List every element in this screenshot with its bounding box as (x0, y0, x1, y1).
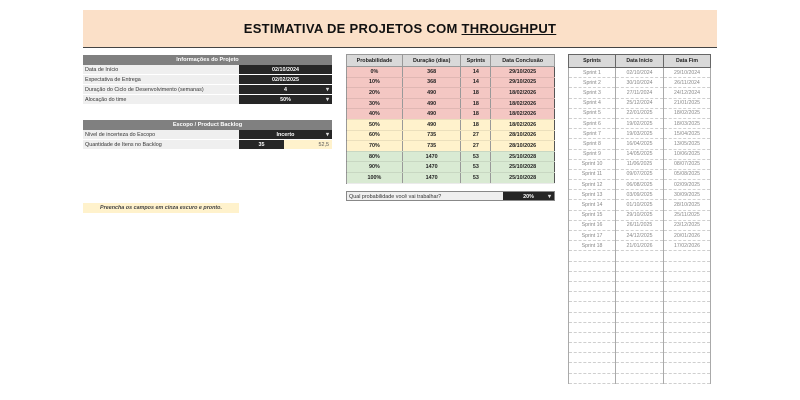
table-row (569, 200, 711, 210)
cell-days: 490 (402, 119, 461, 130)
cell-date: 29/10/2025 (491, 67, 555, 78)
table-cell (616, 302, 664, 312)
column-header: Data Início (616, 55, 664, 68)
question-label: Qual probabilidade você vai trabalhar? (347, 192, 503, 200)
table-row (569, 210, 711, 220)
cell-sprints: 18 (461, 109, 491, 120)
table-cell: 22/01/2025 (616, 108, 664, 118)
probability-table (346, 54, 555, 184)
cell-date: 18/02/2026 (491, 119, 555, 130)
page-title (244, 21, 557, 36)
backlog-values (239, 140, 332, 149)
table-cell: 11/06/2025 (616, 159, 664, 169)
table-row (569, 88, 711, 98)
table-cell: Sprint 11 (569, 169, 616, 179)
scope-title: Escopo / Product Backlog (83, 120, 332, 130)
table-row (569, 220, 711, 230)
table-cell (569, 363, 616, 373)
table-cell: 25/12/2024 (616, 98, 664, 108)
table-cell (616, 281, 664, 291)
cell-prob: 100% (347, 172, 403, 183)
table-row (347, 119, 555, 130)
table-cell (664, 302, 711, 312)
backlog-row (83, 140, 332, 150)
cell-sprints: 14 (461, 67, 491, 78)
table-cell (664, 343, 711, 353)
cell-sprints: 53 (461, 162, 491, 173)
table-row (569, 129, 711, 139)
field-label: Expectativa de Entrega (83, 75, 239, 84)
table-cell: Sprint 10 (569, 159, 616, 169)
table-cell: 30/09/2025 (664, 190, 711, 200)
table-cell: 19/02/2025 (616, 118, 664, 128)
table-row (569, 261, 711, 271)
table-cell: 02/09/2025 (664, 180, 711, 190)
table-cell (569, 353, 616, 363)
uncertainty-label: Nível de incerteza do Escopo (83, 130, 239, 139)
cell-prob: 80% (347, 151, 403, 162)
cell-days: 490 (402, 88, 461, 99)
probability-select[interactable]: 20% ▾ (503, 192, 554, 200)
cell-days: 1470 (402, 162, 461, 173)
table-cell (664, 281, 711, 291)
table-cell: 21/01/2026 (616, 241, 664, 251)
table-cell (664, 261, 711, 271)
project-field-row (83, 95, 332, 105)
table-cell: 16/04/2025 (616, 139, 664, 149)
table-cell: Sprint 6 (569, 118, 616, 128)
table-row (569, 292, 711, 302)
project-field-row (83, 75, 332, 85)
cell-sprints: 53 (461, 151, 491, 162)
table-cell (569, 271, 616, 281)
table-row (569, 271, 711, 281)
column-header: Sprints (569, 55, 616, 68)
table-cell (616, 353, 664, 363)
table-cell: 26/11/2025 (616, 220, 664, 230)
table-cell: 19/03/2025 (616, 129, 664, 139)
table-row (569, 312, 711, 322)
table-cell: 10/06/2025 (664, 149, 711, 159)
field-input[interactable]: 02/10/2024 (239, 65, 332, 74)
cell-days: 735 (402, 141, 461, 152)
table-cell: 03/09/2025 (616, 190, 664, 200)
column-header: Data Conclusão (491, 55, 555, 67)
table-row (347, 141, 555, 152)
cell-prob: 50% (347, 119, 403, 130)
cell-date: 18/02/2026 (491, 98, 555, 109)
table-row (347, 88, 555, 99)
table-row (569, 281, 711, 291)
backlog-label: Quantidade de Itens no Backlog (83, 140, 239, 149)
table-cell (616, 343, 664, 353)
table-cell: Sprint 17 (569, 231, 616, 241)
field-label: Data de Início (83, 65, 239, 74)
table-row (569, 353, 711, 363)
title-emphasis: THROUGHPUT (461, 21, 557, 36)
table-cell: Sprint 16 (569, 220, 616, 230)
cell-days: 368 (402, 77, 461, 88)
table-row (569, 343, 711, 353)
column-header: Duração (dias) (402, 55, 461, 67)
table-cell (616, 322, 664, 332)
table-cell: 18/02/2025 (664, 108, 711, 118)
table-row (347, 98, 555, 109)
table-cell: Sprint 7 (569, 129, 616, 139)
table-cell (569, 343, 616, 353)
sprints-table (568, 54, 711, 384)
table-cell (664, 312, 711, 322)
probability-question (346, 191, 555, 201)
table-cell: 02/10/2024 (616, 68, 664, 78)
table-cell: 21/01/2025 (664, 98, 711, 108)
backlog-computed: 52,5 (284, 140, 332, 149)
table-cell: Sprint 18 (569, 241, 616, 251)
table-cell: 27/11/2024 (616, 88, 664, 98)
table-row (347, 77, 555, 88)
table-row (569, 108, 711, 118)
uncertainty-row (83, 130, 332, 140)
table-cell (569, 261, 616, 271)
table-cell (569, 302, 616, 312)
table-row (569, 332, 711, 342)
table-row (569, 169, 711, 179)
uncertainty-select[interactable]: Incerto ▾ (239, 130, 332, 139)
cell-date: 25/10/2028 (491, 172, 555, 183)
table-cell (616, 373, 664, 383)
table-cell: Sprint 15 (569, 210, 616, 220)
table-cell: Sprint 14 (569, 200, 616, 210)
table-row (347, 162, 555, 173)
table-cell (616, 363, 664, 373)
table-cell: 24/12/2024 (664, 88, 711, 98)
table-cell: 15/04/2025 (664, 129, 711, 139)
table-cell (569, 251, 616, 261)
table-cell: Sprint 1 (569, 68, 616, 78)
page-header (83, 10, 717, 48)
table-row (347, 151, 555, 162)
instruction-note: Preencha os campos em cinza escuro e pronto. (83, 203, 239, 213)
table-row (569, 68, 711, 78)
table-cell: 08/07/2025 (664, 159, 711, 169)
table-cell: Sprint 4 (569, 98, 616, 108)
table-cell: Sprint 5 (569, 108, 616, 118)
table-cell: Sprint 12 (569, 180, 616, 190)
table-row (569, 78, 711, 88)
cell-prob: 10% (347, 77, 403, 88)
table-cell: Sprint 9 (569, 149, 616, 159)
cell-days: 735 (402, 130, 461, 141)
table-row (569, 241, 711, 251)
cell-prob: 20% (347, 88, 403, 99)
table-cell (616, 251, 664, 261)
table-cell: 20/01/2026 (664, 231, 711, 241)
table-cell: 01/10/2025 (616, 200, 664, 210)
field-input[interactable]: 50% ▾ (239, 95, 332, 104)
table-cell (569, 292, 616, 302)
table-cell (569, 322, 616, 332)
project-info-panel (83, 55, 332, 105)
table-cell: 25/11/2025 (664, 210, 711, 220)
cell-prob: 30% (347, 98, 403, 109)
table-cell (664, 251, 711, 261)
column-header: Data Fim (664, 55, 711, 68)
table-cell: 05/08/2025 (664, 169, 711, 179)
cell-days: 1470 (402, 151, 461, 162)
cell-prob: 60% (347, 130, 403, 141)
table-cell: 30/10/2024 (616, 78, 664, 88)
table-cell (569, 312, 616, 322)
table-cell: Sprint 2 (569, 78, 616, 88)
project-field-row (83, 85, 332, 95)
column-header: Probabilidade (347, 55, 403, 67)
table-cell: 26/11/2024 (664, 78, 711, 88)
table-cell: 28/10/2025 (664, 200, 711, 210)
table-cell (664, 373, 711, 383)
field-input[interactable]: 02/02/2025 (239, 75, 332, 84)
cell-sprints: 14 (461, 77, 491, 88)
cell-prob: 90% (347, 162, 403, 173)
cell-prob: 70% (347, 141, 403, 152)
table-cell: 13/05/2025 (664, 139, 711, 149)
table-cell (569, 332, 616, 342)
cell-sprints: 27 (461, 141, 491, 152)
table-row (569, 98, 711, 108)
cell-date: 29/10/2025 (491, 77, 555, 88)
table-row (569, 231, 711, 241)
table-cell (569, 373, 616, 383)
table-row (569, 322, 711, 332)
cell-prob: 0% (347, 67, 403, 78)
table-cell: 23/12/2025 (664, 220, 711, 230)
table-row (347, 109, 555, 120)
scope-panel (83, 120, 332, 150)
table-cell (616, 292, 664, 302)
cell-date: 25/10/2028 (491, 151, 555, 162)
cell-sprints: 18 (461, 88, 491, 99)
project-info-title: Informações do Projeto (83, 55, 332, 65)
table-cell (664, 271, 711, 281)
table-row (569, 118, 711, 128)
table-row (569, 302, 711, 312)
table-cell: 29/10/2025 (616, 210, 664, 220)
cell-date: 25/10/2028 (491, 162, 555, 173)
field-label: Alocação do time (83, 95, 239, 104)
column-header: Sprints (461, 55, 491, 67)
table-cell: Sprint 3 (569, 88, 616, 98)
table-cell (616, 271, 664, 281)
backlog-input[interactable]: 35 (239, 140, 284, 149)
cell-days: 368 (402, 67, 461, 78)
table-cell: Sprint 8 (569, 139, 616, 149)
table-cell: 17/02/2026 (664, 241, 711, 251)
table-cell (569, 281, 616, 291)
table-cell: 14/05/2025 (616, 149, 664, 159)
cell-prob: 40% (347, 109, 403, 120)
table-row (569, 180, 711, 190)
table-row (569, 373, 711, 383)
table-row (347, 130, 555, 141)
table-cell (616, 332, 664, 342)
table-cell (664, 363, 711, 373)
cell-days: 1470 (402, 172, 461, 183)
cell-date: 28/10/2026 (491, 130, 555, 141)
table-row (569, 139, 711, 149)
field-input[interactable]: 4 ▾ (239, 85, 332, 94)
table-cell: 09/07/2025 (616, 169, 664, 179)
field-label: Duração do Ciclo de Desenvolvimento (semanas) (83, 85, 239, 94)
table-cell (664, 292, 711, 302)
table-cell (616, 312, 664, 322)
table-cell: 18/03/2025 (664, 118, 711, 128)
table-cell (616, 261, 664, 271)
table-row (347, 172, 555, 183)
table-row (569, 251, 711, 261)
cell-date: 18/02/2026 (491, 88, 555, 99)
cell-days: 490 (402, 98, 461, 109)
title-prefix: ESTIMATIVA DE PROJETOS COM (243, 21, 462, 36)
table-cell (664, 322, 711, 332)
table-cell: Sprint 13 (569, 190, 616, 200)
table-cell: 29/10/2024 (664, 68, 711, 78)
table-row (347, 67, 555, 78)
table-cell: 06/08/2025 (616, 180, 664, 190)
cell-date: 28/10/2026 (491, 141, 555, 152)
table-row (569, 149, 711, 159)
cell-date: 18/02/2026 (491, 109, 555, 120)
table-row (569, 159, 711, 169)
cell-sprints: 18 (461, 119, 491, 130)
cell-sprints: 18 (461, 98, 491, 109)
table-row (569, 190, 711, 200)
cell-sprints: 53 (461, 172, 491, 183)
cell-sprints: 27 (461, 130, 491, 141)
cell-days: 490 (402, 109, 461, 120)
table-cell (664, 353, 711, 363)
table-row (569, 363, 711, 373)
project-field-row (83, 65, 332, 75)
table-cell: 24/12/2025 (616, 231, 664, 241)
table-cell (664, 332, 711, 342)
